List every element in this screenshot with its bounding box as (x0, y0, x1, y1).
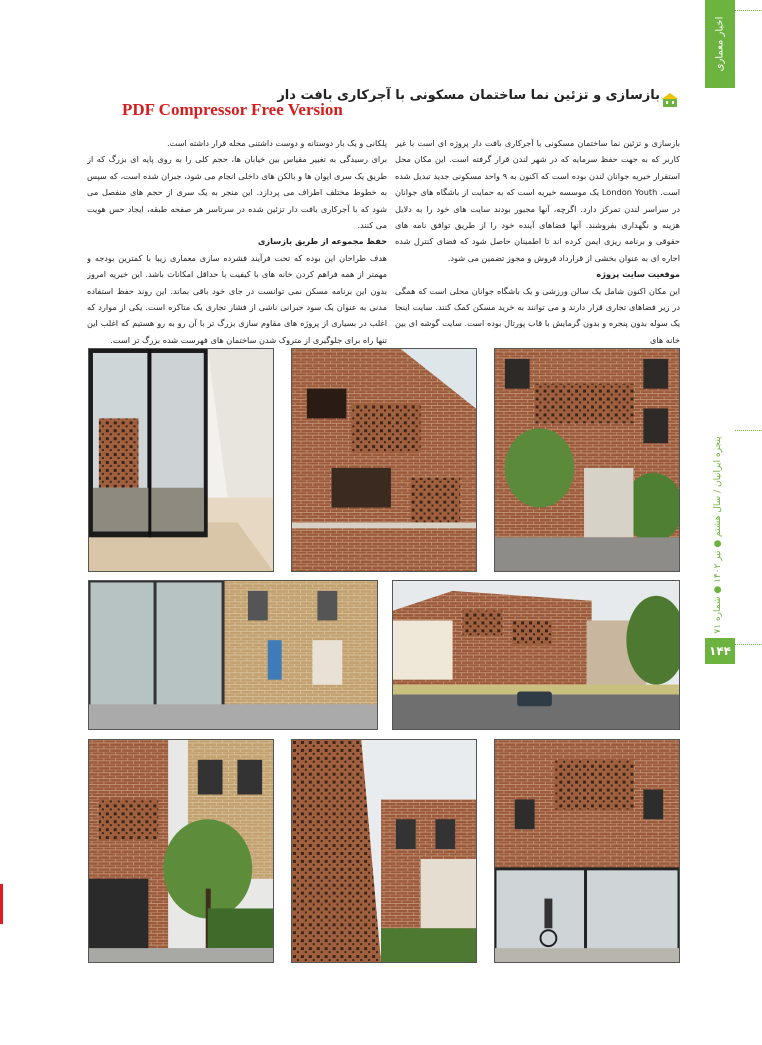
watermark: PDF Compressor Free Version (122, 100, 343, 119)
divider (735, 644, 762, 645)
photo-glazed-shopfront (88, 580, 378, 730)
divider (735, 10, 762, 12)
section-tab (705, 0, 735, 88)
article-title: بازسازی و تزئین نما ساختمان مسکونی با آجرکاری بافت دار (277, 88, 660, 103)
photo-interior-window (88, 348, 274, 572)
section-tab-label: اخبار معماری (714, 16, 726, 72)
subheading: موقعیت سایت پروژه (596, 269, 680, 280)
subheading: حفظ مجموعه از طریق بازسازی (257, 236, 387, 247)
magazine-issue-info (700, 430, 736, 640)
issue-info-text: پنجره ایرانیان / سال هشتم ● تیر ۱۴۰۲ ● شماره ۷۱ (713, 436, 723, 634)
photo-brick-lattice-closeup (291, 739, 477, 963)
paragraph: این مکان اکنون شامل یک سالن ورزشی و یک باشگاه جوانان محلی است که همگی در زیر فضاهای تجاری قرار دارند و می توانند به خرید مسکن کمک کنند. سایت اینجا یک سوله بدون پنجره و بدون گرمایش با قاب پورتال بوده است. سایت گوشه ای بین خانه های (395, 285, 680, 345)
photo-facade-balconies (291, 348, 477, 572)
text-column-right (395, 135, 680, 345)
text-column-left (87, 135, 387, 345)
paragraph: هدف طراحان این بوده که تحت فرآیند فشرده سازی معماری زیبا با کمترین بودجه و مهمتر از همه فراهم کردن خانه های با کیفیت با حداقل امکانات باشد. این خیریه امروز بدون این برنامه مسکن نمی توانست در جای خود باقی بماند. این روند حفظ استفاده مدنی به عنوان یک سود جبرانی ناشی از فشار تجاری یک متاکره است. یکی از موارد که اغلب در بسیاری از پروژه های مقاوم سازی بزرگ تر با آن رو به رو هستیم که اغلب این تنها راه برای جلوگیری از متروک شدن ساختمان های فهرست شده بزرگ تر است. (87, 252, 387, 345)
page-number: ۱۴۴ (705, 638, 735, 664)
photo-shopfront-cyclist (494, 739, 680, 963)
photo-street-view (392, 580, 680, 730)
photo-corner-building (494, 348, 680, 572)
paragraph: پلکانی و یک بار دوستانه و دوست داشتنی محله قرار داشته است. (167, 138, 387, 148)
building-icon (662, 93, 678, 107)
paragraph: بازسازی و تزئین نما ساختمان مسکونی با آجرکاری بافت دار پروژه ای است با غیر کاربر که به جهت حفظ سرمایه که در شهر لندن قرار گرفته است. این مکان محل استقرار خیریه جوانان لندن بوده است که اکنون به ۹ واحد مسکونی جدید تبدیل شده است. London Youth یک موسسه خیریه است که به حمایت از باشگاه های جوانان در سراسر لندن تمرکز دارد. اگرچه، آنها مجبور بودند سایت های خود را به دلایل هزینه و نگهداری بفروشند. آنها فضاهای آینده خود را از طریق توافق نامه های حقوقی و برنامه ریزی ایمن کرده اند تا اطمینان حاصل شود که فضای کنترل شده اجاره ای به عنوان بخشی از قرارداد فروش و مجوز تضمین می شود. (395, 138, 680, 263)
divider (735, 430, 762, 431)
paragraph: برای رسیدگی به تغییر مقیاس بین خیابان ها، حجم کلی را به روی پایه ای بزرگ که از طریق یک سری ایوان ها و بالکن های داخلی انجام می شود، جبران شده است، که سپس به خطوط مختلف اطراف می پردازد. این منجر به یک سری از حجم های منفصل می شود که با آجرکاری بافت دار تزئین شده در سرتاسر هر صفحه طبقه، ایجاد حس هویت می کنند. (87, 154, 387, 231)
photo-entrance-tree (88, 739, 274, 963)
edge-marker (0, 884, 3, 924)
